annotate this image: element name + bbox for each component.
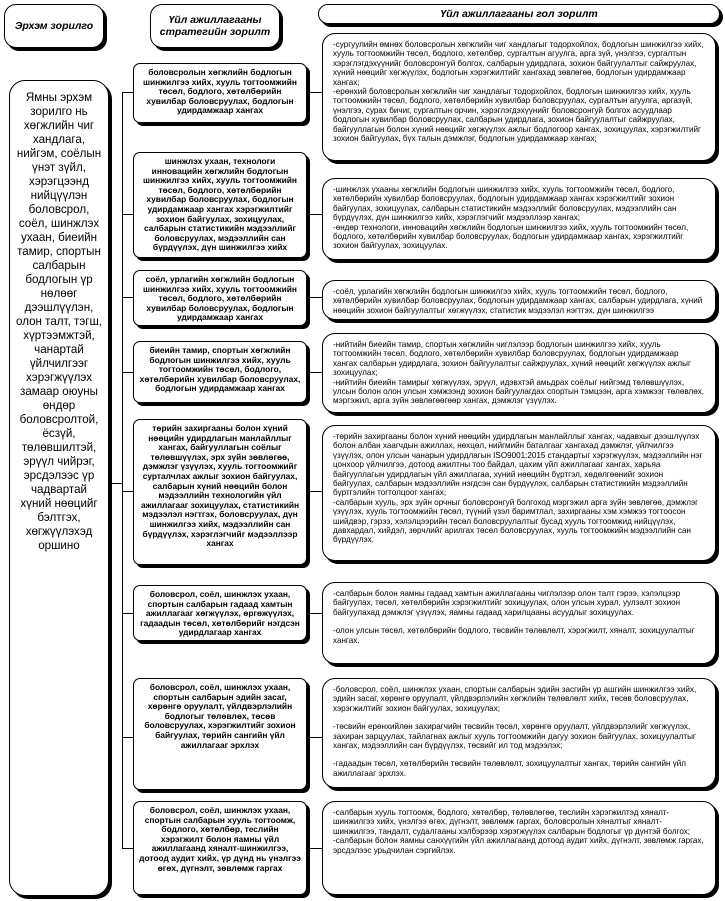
goal-item: -өндөр технологи, инновацийн хөгжлийн бодлогын шинжилгээ хийх, хууль тогтоомжийн төсөл, бодлого, хөтөлбөрийн хувилбар боловсруулах, бодлогын удирдамжаар хангах, хэрэгжилтийг зохион байгуулах, зохицуулах.: [333, 222, 691, 251]
goal-item: -олон улсын төсөл, хөтөлбөрийн бодлого, төсвийн төлөвлөлт, хэрэгжилт, хяналт, зохицуулалтыг хангах.: [333, 626, 697, 645]
goal-box: [322, 425, 716, 561]
header-mission-label: Эрхэм зорилго: [14, 20, 94, 32]
goal-box: [322, 333, 716, 413]
strategic-box: [133, 678, 307, 790]
header-mission: [4, 4, 104, 48]
goal-box: [322, 178, 716, 260]
connector-row: [307, 491, 322, 492]
strategic-text: боловсролын хөгжлийн бодлогын шинжилгээ хийх, хууль тогтоомжийн төсөл, бодлого, хөтөлбөрийн хувилбар боловсруулах, бодлогын удирдамжаар хангах: [143, 67, 297, 116]
connector-trunk: [122, 92, 123, 848]
goal-item: -салбарын болон яамны санхүүгийн үйл ажиллагаанд дотоод аудит хийх, дүгнэлт, зөвлөмж гаргах, эрсдэлээс урьдчилан сэргийлэх.: [333, 836, 706, 855]
goal-item: -ерөнхий боловсролын хөгжлийн чиг хандлагыг тодорхойлох, бодлогын шинжилгээ хийх, хууль тогтоомжийн төсөл, бодлого, хөтөлбөрийн хувилбар боловсруулах, сургалтын агуулга, аргазүй, үнэлгээ, сурах бичиг, сургалтын орчин, хэрэглэгдэхүүнийг боловсронгуй болгох асуудлаар бодлогын хувилбар боловсруулах, салбарын удирдлага, зохион байгуулалтыг сайжруулах, байгууллагын болон хүний нөөцийг хөгжүүлэх ажлыг бодлогоор хангах, зохицуулах, хэрэгжилтийг зохион байгуулах, бүх талын дэмжлэг, бодлогын удирдамжаар хангах;: [333, 87, 704, 144]
goal-item: -боловсрол, соёл, шинжлэх ухаан, спортын салбарын эдийн засгийн үр ашгийн шинжилгээ хийх, эдийн засаг, хөрөнгө оруулалт, үйлдвэрлэлийн хөгжлийн төлөвлөлт хийх, төсөв боловсруулах, хэрэгжилтийг зохион байгуулах, зохицуулах;: [333, 685, 699, 713]
connector-branch: [122, 214, 133, 215]
connector-row: [307, 372, 322, 373]
strategic-text: боловсрол, соёл, шинжлэх ухаан, спортын салбарын гадаад хамтын ажиллагааг хөгжүүлэх, өргөжүүлэх, гадаадын төсөл, хөтөлбөрийг нэгдсэн удирдлагаар хангах: [140, 589, 300, 638]
header-main: [318, 4, 720, 24]
connector-branch: [122, 491, 133, 492]
mission-box: [9, 80, 109, 896]
goal-item: -сургуулийн өмнөх боловсролын хөгжлийн чиг хандлагыг тодорхойлох, бодлогын шинжилгээ хийх, хууль тогтоомжийн төсөл, бодлого, хөтөлбөр, сургалтын агуулга, арга зүй, үнэлгээ, сургалтын хэрэглэгдэхүүнийг боловсронгуй болгох, салбарын удирдлага, зохион байгуулалтыг сайжруулах, хүний нөөцийг хөгжүүлэх, бодлогын хэрэгжилтийг хангахад зөвлөгөө, бодлогын удирдамжаар хангах;: [333, 40, 706, 87]
goal-box: [322, 33, 716, 161]
header-strategic-label: Үйл ажиллагааны стратегийн зорилт: [159, 14, 271, 38]
strategic-box: [133, 270, 307, 326]
goal-item: -салбарын хууль тогтоомж, бодлого, хөтөлбөр, төлөвлөгөө, төслийн хэрэгжилтэд хяналт-шинжилгээ хийх, үнэлгээ өгөх, дүгнэлт, зөвлөмж гаргах, боловсролын хяналтыг хяналт-шинжилгээ, тандалт, судалгааны хэлбэрээр хэрэгжүүлэх салбарын бодлогыг үр дүнтэй болгох;: [333, 808, 691, 836]
connector-branch: [122, 372, 133, 373]
connector-row: [307, 848, 322, 849]
connector-row: [307, 92, 322, 93]
goal-box: [322, 801, 716, 895]
strategic-text: шинжлэх ухаан, технологи инновацийн хөгжлийн бодлогын шинжилгээ хийх, хууль тогтоомжийн төсөл, бодлого, хөтөлбөрийн хувилбар боловсруулах, бодлогын удирдамжаар хангах хэрэгжилтийг зохион байгуулах, зохицуулах, салбарын статистикийн мэдээллийг боловсруулах, мэдээллийн сан бүрдүүлэх, дүн шинжилгээ хийх: [143, 156, 297, 253]
goal-item: -нийтийн биеийн тамир, спортын хөгжлийн чиглэлээр бодлогын шинжилгээ хийх, хууль тогтоомжийн төсөл, бодлого, хөтөлбөрийн хувилбар боловсруулах, бодлогын удирдамжаар хангах салбарын удирдлага, зохион байгуулалтыг сайжруулах, хүний нөөцийг хөгжүүлэх ажлыг зохицуулах;: [333, 340, 694, 378]
strategic-box: [133, 585, 307, 641]
connector-branch: [122, 92, 133, 93]
header-strategic: [150, 4, 280, 48]
strategic-box: [133, 419, 307, 565]
goal-item: -шинжлэх ухааны хөгжлийн бодлогын шинжилгээ хийх, хууль тогтоомжийн төсөл, бодлого, хөтөлбөрийн хувилбар боловсруулах, бодлогын удирдамжаар хангах хэрэгжилтийг зохион байгуулах, зохицуулах, салбарын статистикийн мэдээллийг боловсруулах, мэдээллийн сан бүрдүүлэх, дүн шинжилгээ хийх, хэрэглэгчийг мэдээллээр хангах;: [333, 185, 679, 223]
connector-branch: [122, 613, 133, 614]
connector-row: [307, 214, 322, 215]
goal-item: -салбарын болон яамны гадаад хамтын ажиллагааны чиглэлээр олон талт гэрээ, хэлэлцээр байгуулах, төсөл, хөтөлбөрийн хэрэгжилтийг зохицуулах, олон улсын хурал, уулзалт зохион байгуулахад дэмжлэг үзүүлэх, яамны гадаад харилцааны асуудлыг зохицуулах.: [333, 589, 683, 617]
goal-box: [322, 678, 716, 788]
header-main-label: Үйл ажиллагааны гол зорилт: [440, 8, 598, 20]
goal-item: -гадаадын төсөл, хөтөлбөрийн төсвийн төлөвлөлт, зохицуулалтыг хангах, төрийн сангийн үйл ажиллагааг эрхлэх.: [333, 759, 689, 778]
goal-box: [322, 280, 716, 320]
strategic-box: [133, 801, 307, 895]
strategic-text: биеийн тамир, спортын хөгжлийн бодлогын шинжилгээ хийх, хууль тогтоомжийн төсөл, бодлого, хөтөлбөрийн хувилбар боловсруулах, бодлогын удирдамжаар хангах: [139, 345, 301, 394]
goal-item: -төсвийн ерөнхийлөн захирагчийн төсвийн төсөл, хөрөнгө оруулалт, үйлдвэрлэлийг хөгжүүлэх, захиран зарцуулах, тайлагнах ажлыг хууль тогтоомжийн дагуу зохион байгуулах, зохицуулалтыг хангах, мэдээллийн сан бүрдүүлэх, төсвийг ил тод мэдээлэх;: [333, 722, 699, 751]
connector-branch: [122, 848, 133, 849]
connector-row: [307, 737, 322, 738]
mission-text: Ямны эрхэм зорилго нь хөгжлийн чиг хандлага, нийгэм, соёлын үнэт зүйл, хэрэгцээнд нийцүүлэн боловсрол, соёл, шинжлэх ухаан, биеийн тамир, спортын салбарын бодлогын үр нөлөөг дээшлүүлэн, олон талт, тэгш, хүртээмжтэй, чанартай үйлчилгээг хэрэгжүүлэх замаар оюуны өндөр боловсролтой, ёсзүй, төлөвшилтэй, эрүүл чийрэг, эрсдэлээс үр чадвартай хүний нөөцийг бэлтгэх, хөгжүүлэхэд оршино: [16, 91, 102, 552]
goal-box: [322, 582, 716, 664]
goal-item: -нийтийн биеийн тамирыг хөгжүүлэх, эрүүл, идэвхтэй амьдрах соёлыг нийгэмд төлөвшүүлэх, улсын болон олон улсын хэмжээнд зохион байгуулагдах спортын тэмцээн, арга хэмжээг төлөвлөх, мэргэжил, арга зүйн зөвлөгөөгөөр хангах, дэмжлэг үзүүлэх.: [333, 377, 707, 406]
strategic-text: боловсрол, соёл, шинжлэх ухаан, спортын салбарын эдийн засаг, хөрөнгө оруулалт, үйлдвэрлэлийн бодлогыг төлөвлөх, төсөв боловсруулах, хэрэгжилтийг зохион байгуулах, төрийн сангийн үйл ажиллагааг эрхлэх: [144, 682, 296, 750]
connector-row: [307, 297, 322, 298]
goal-item: -төрийн захиргааны болон хүний нөөцийн удирдлагын манлайллыг хангах, чадавхыг дээшлүүлэх болон албан хаагчдын ажиллах, нөхцөл, нийгмийн баталгааг хангахад дэмжлэг, үйлчилгээ үзүүлэх, олон улсын чанарын удирдлагын ISO9001:2015 стандартыг хэрэгжүүлэх, мэдээллийн нэг цонхоор үйлчилгээ, дотоод ажилтны тоо байдал, цахим үйл ажиллагааг хангах, харьяа байгууллагын удирдлагын үйл ажиллагаа, хүний нөөцийн бүртгэл, хөдөлгөөнийг зохион байгуулах, салбарын мэдээллийн нэгдсэн сан бүрдүүлэх, салбарын статистикийн мэдээллийн бүртгэлийн тогтолцоог хангах;: [333, 432, 705, 498]
strategic-text: боловсрол, соёл, шинжлэх ухаан, спортын салбарын хууль тогтоомж, бодлого, хөтөлбөр, теслийн хэрэгжилт болон яамны үйл ажиллагаанд хяналт-шинжилгээ, дотоод аудит хийх, үр дүнд нь үнэлгээ өгөх, дүгнэлт, зөвлөмж гаргах: [139, 805, 301, 873]
strategic-text: соёл, урлагийн хөгжлийн бодлогын шинжилгээ хийх, хууль тогтоомжийн төсөл, бодлого, хөтөлбөрийн хувилбар боловсруулах, бодлогын удирдамжаар хангах: [143, 274, 297, 323]
connector-row: [307, 613, 322, 614]
goal-item: -соёл, урлагийн хөгжлийн бодлогын шинжилгээ хийх, хууль тогтоомжийн төсөл, бодлого, хөтөлбөрийн хувилбар боловсруулах, бодлогын удирдамжаар хангах, салбарын удирдлага, хүний нөөцийн зохион байгуулалтыг хөгжүүлэх, статистик мэдээлэл нэгтгэх, дүн шинжилгээ: [333, 287, 705, 315]
strategic-box: [133, 63, 307, 123]
connector-branch: [122, 737, 133, 738]
connector-stub: [112, 483, 122, 484]
strategic-box: [133, 152, 307, 258]
strategic-box: [133, 341, 307, 403]
goal-item: -салбарын хууль, эрх зүйн орчныг боловсронгуй болгоход мэргэжил арга зүйн зөвлөгөө, дэмжлэг үзүүлэх, хууль тогтоомжийн төсөл, түүний үзэл баримтлал, захиргааны хэм хэмжээ тогтоосон шийдвэр, гэрээ, хэлэлцээрийн төсөл боловсруулалтыг бусад хууль тогтоомжид нийцүүлэх, давхардал, хийдэл, зөрчлийг арилгах төсөл боловсруулах, хууль тогтоомжийн мэдээллийн сан бүрдүүлэх.: [333, 497, 701, 545]
connector-branch: [122, 297, 133, 298]
strategic-text: төрийн захиргааны болон хүний нөөцийн удирдлагын манлайллыг хангах, байгууллагын соёлыг төлөвшүүлэх, эрх зүйн зөвлөгөө, дэмжлэг үзүүлэх, хууль тогтоомжийг сурталчлах ажлыг зохион байгуулах, салбарын хүний нөөцийн болон мэдээллийн технологийн үйл ажиллагааг зохицуулах, статистикийн мэдээлэл нэгтгэх, боловсруулах, дүн шинжилгээ хийх, мэдээллийн сан бүрдүүлэх, хэрэглэгчийг мэдээллээр хангах: [140, 423, 300, 549]
